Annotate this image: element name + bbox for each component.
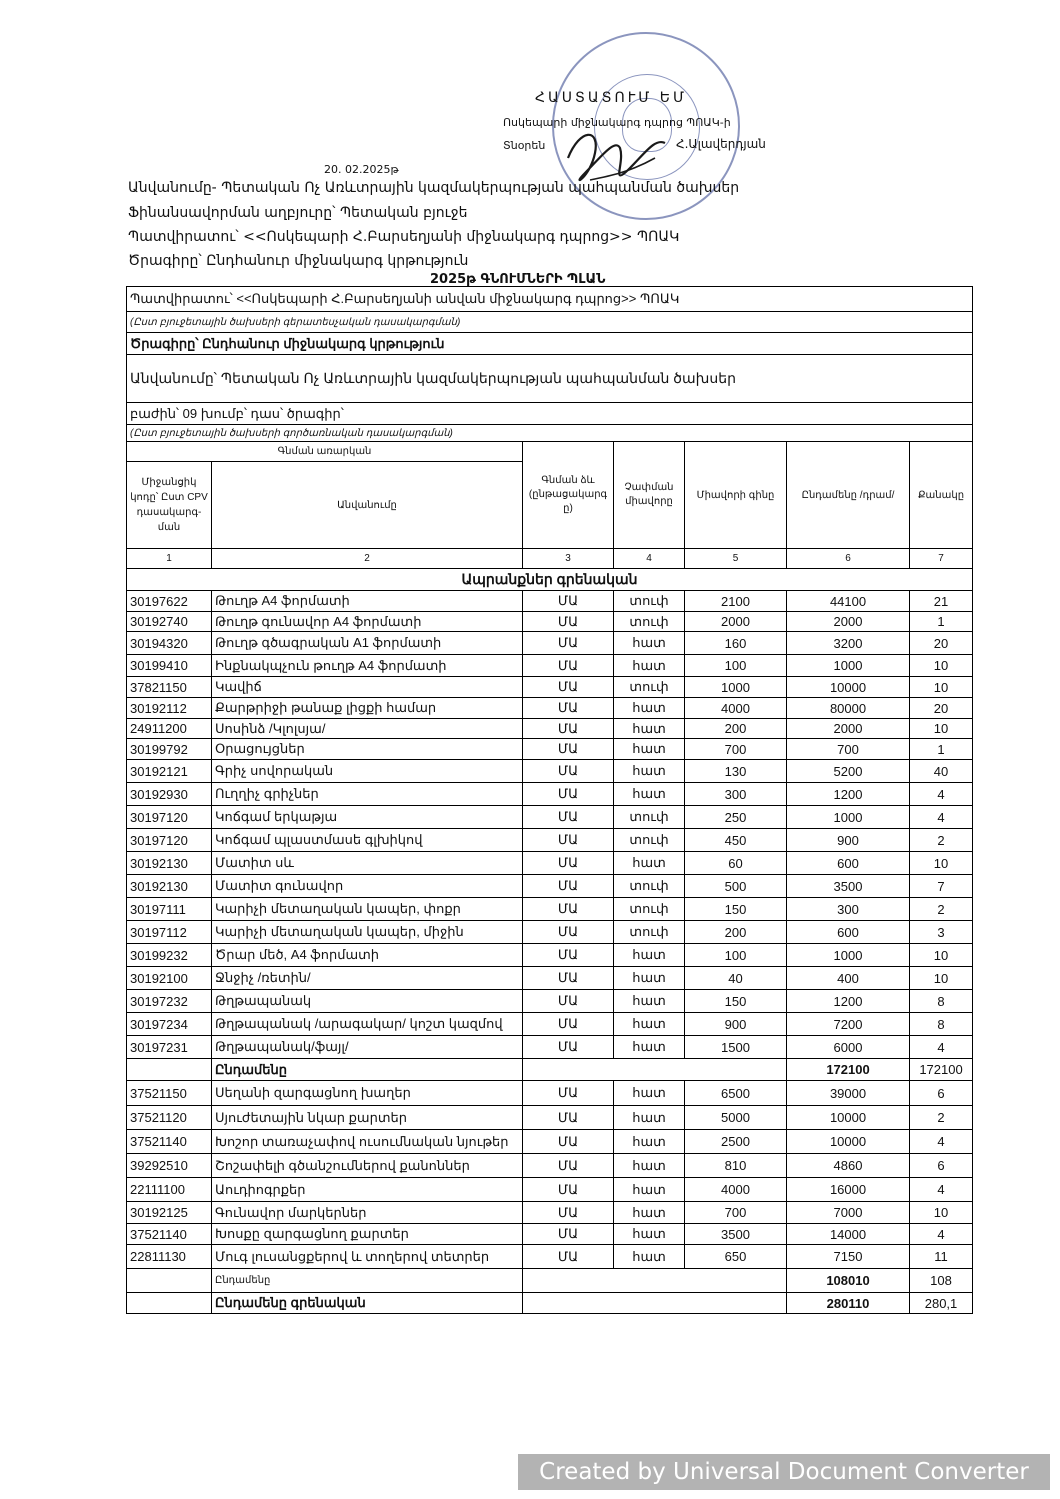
cell-qty: 11 — [910, 1245, 973, 1269]
cell-method: ՄԱ — [523, 1036, 614, 1059]
cell-name: Գունավոր մարկերներ — [212, 1202, 523, 1224]
cell-method: ՄԱ — [523, 1130, 614, 1154]
cell-code: 30197120 — [127, 829, 212, 852]
subtotal-a-total: 172100 — [787, 1059, 910, 1081]
cell-method: ՄԱ — [523, 1154, 614, 1178]
cell-method: ՄԱ — [523, 760, 614, 783]
cell-method: ՄԱ — [523, 1224, 614, 1245]
cell-code: 39292510 — [127, 1154, 212, 1178]
cell-unit: տուփ — [614, 875, 685, 898]
cell-price: 60 — [685, 852, 787, 875]
box-section: բաժին՝ 09 խումբ՝ դաս՝ ծրագիր՝ — [127, 403, 973, 425]
cell-price: 6500 — [685, 1081, 787, 1106]
cell-method: ՄԱ — [523, 655, 614, 677]
cell-price: 1000 — [685, 677, 787, 698]
cell-price: 4000 — [685, 1178, 787, 1202]
cell-price: 100 — [685, 655, 787, 677]
header-box — [126, 286, 973, 442]
cell-price: 40 — [685, 967, 787, 990]
cell-code: 30192130 — [127, 875, 212, 898]
cell-name: Գրիչ սովորական — [212, 760, 523, 783]
cell-code: 30197234 — [127, 1013, 212, 1036]
cell-price: 900 — [685, 1013, 787, 1036]
cell-code: 30197232 — [127, 990, 212, 1013]
cell-unit: տուփ — [614, 898, 685, 921]
table-row — [127, 875, 973, 898]
cell-method: ՄԱ — [523, 1081, 614, 1106]
cell-qty: 4 — [910, 806, 973, 829]
cell-qty: 2 — [910, 1106, 973, 1130]
table-row — [127, 806, 973, 829]
subtotal-b-total: 108010 — [787, 1269, 910, 1293]
table-row — [127, 1154, 973, 1178]
cell-code: 30192740 — [127, 612, 212, 632]
cell-method: ՄԱ — [523, 677, 614, 698]
cell-price: 100 — [685, 944, 787, 967]
cell-qty: 10 — [910, 1202, 973, 1224]
cell-unit: հատ — [614, 1245, 685, 1269]
cell-total: 44100 — [787, 591, 910, 612]
cell-method: ՄԱ — [523, 783, 614, 806]
grand-total-qty: 280,1 — [910, 1293, 973, 1314]
cell-code: 30197622 — [127, 591, 212, 612]
cell-code: 30192125 — [127, 1202, 212, 1224]
subtotal-a-label: Ընդամենը — [212, 1059, 523, 1081]
cell-qty: 20 — [910, 698, 973, 719]
cell-method: ՄԱ — [523, 944, 614, 967]
cell-method: ՄԱ — [523, 967, 614, 990]
cell-name: Թղթապանակ /արագակար/ կոշտ կազմով — [212, 1013, 523, 1036]
subtotal-b-qty: 108 — [910, 1269, 973, 1293]
cell-total: 3500 — [787, 875, 910, 898]
cell-name: Ուղղիչ գրիչներ — [212, 783, 523, 806]
meta-customer-line: Պատվիրատու՝ <<Ոսկեպարի Հ.Բարսեղյանի միջնակարգ դպրոց>> ՊՈԱԿ — [128, 229, 680, 245]
cell-name: Կարիչի մետաղական կապեր, միջին — [212, 921, 523, 944]
cell-code: 37521120 — [127, 1106, 212, 1130]
cell-total: 400 — [787, 967, 910, 990]
cell-price: 200 — [685, 719, 787, 739]
col-header-method: Գնման ձև (ընթացակարգ ը) — [523, 442, 614, 549]
cell-price: 250 — [685, 806, 787, 829]
cell-price: 700 — [685, 1202, 787, 1224]
cell-total: 900 — [787, 829, 910, 852]
cell-price: 450 — [685, 829, 787, 852]
table-row — [127, 739, 973, 760]
cell-code: 37821150 — [127, 677, 212, 698]
cell-name: Մատիտ գունավոր — [212, 875, 523, 898]
subtotal-b-empty — [127, 1269, 212, 1293]
cell-qty: 4 — [910, 1130, 973, 1154]
cell-method: ՄԱ — [523, 1202, 614, 1224]
subtotal-a-empty — [127, 1059, 212, 1081]
cell-qty: 10 — [910, 655, 973, 677]
table-row — [127, 760, 973, 783]
col-number: 2 — [212, 549, 523, 569]
cell-qty: 10 — [910, 967, 973, 990]
table-row — [127, 591, 973, 612]
cell-code: 30192121 — [127, 760, 212, 783]
cell-price: 810 — [685, 1154, 787, 1178]
cell-name: Մատիտ սև — [212, 852, 523, 875]
col-number: 5 — [685, 549, 787, 569]
cell-qty: 40 — [910, 760, 973, 783]
cell-code: 30199792 — [127, 739, 212, 760]
cell-total: 300 — [787, 898, 910, 921]
cell-total: 10000 — [787, 1130, 910, 1154]
cell-qty: 7 — [910, 875, 973, 898]
col-header-name: Անվանումը — [212, 462, 523, 549]
table-row — [127, 1081, 973, 1106]
meta-funding-line: Ֆինանսավորման աղբյուրը՝ Պետական բյուջե — [128, 205, 468, 221]
cell-code: 30194320 — [127, 632, 212, 655]
cell-qty: 10 — [910, 852, 973, 875]
table-row — [127, 898, 973, 921]
subtotal-b-spacer — [523, 1269, 787, 1293]
approval-org: Ոսկեպարի միջնակարգ դպրոց ՊՈԱԿ-ի — [503, 116, 731, 129]
approval-heading: ՀԱՍՏԱՏՈՒՄ ԵՄ — [535, 90, 688, 106]
subtotal-b-label: Ընդամենը — [212, 1269, 523, 1293]
cell-name: Կոճգամ պլաստմասե գլխիկով — [212, 829, 523, 852]
converter-watermark: Created by Universal Document Converter — [518, 1454, 1050, 1490]
grand-total-amount: 280110 — [787, 1293, 910, 1314]
box-name: Անվանումը՝ Պետական Ոչ Առևտրային կազմակերպության պահպանման ծախսեր — [127, 355, 973, 403]
cell-unit: հատ — [614, 783, 685, 806]
cell-total: 10000 — [787, 1106, 910, 1130]
cell-total: 1200 — [787, 990, 910, 1013]
cell-total: 1000 — [787, 944, 910, 967]
cell-name: Մուգ լուսանցքերով և տողերով տետրեր — [212, 1245, 523, 1269]
cell-total: 4860 — [787, 1154, 910, 1178]
cell-code: 30197120 — [127, 806, 212, 829]
cell-method: ՄԱ — [523, 852, 614, 875]
cell-name: Ինքնակպչուն թուղթ A4 ֆորմատի — [212, 655, 523, 677]
cell-qty: 6 — [910, 1081, 973, 1106]
cell-qty: 1 — [910, 739, 973, 760]
cell-unit: տուփ — [614, 677, 685, 698]
cell-total: 600 — [787, 852, 910, 875]
col-number: 3 — [523, 549, 614, 569]
table-row — [127, 1202, 973, 1224]
cell-unit: տուփ — [614, 829, 685, 852]
cell-price: 2500 — [685, 1130, 787, 1154]
box-note-functional: (Ըստ բյուջետային ծախսերի գործառնական դասակարգման) — [127, 425, 973, 442]
cell-unit: հատ — [614, 944, 685, 967]
cell-unit: հատ — [614, 760, 685, 783]
col-header-qty: Քանակը — [910, 442, 973, 549]
cell-name: Թղթապանակ/ֆայլ/ — [212, 1036, 523, 1059]
cell-unit: հատ — [614, 1130, 685, 1154]
cell-name: Ջնջիչ /ռետին/ — [212, 967, 523, 990]
cell-unit: տուփ — [614, 591, 685, 612]
cell-total: 2000 — [787, 719, 910, 739]
cell-price: 2100 — [685, 591, 787, 612]
grand-total-spacer — [523, 1293, 787, 1314]
cell-unit: հատ — [614, 1224, 685, 1245]
cell-method: ՄԱ — [523, 739, 614, 760]
cell-price: 500 — [685, 875, 787, 898]
cell-qty: 21 — [910, 591, 973, 612]
cell-name: Քարթրիջի թանաք լիցքի համար — [212, 698, 523, 719]
cell-code: 37521140 — [127, 1224, 212, 1245]
cell-total: 7000 — [787, 1202, 910, 1224]
cell-method: ՄԱ — [523, 612, 614, 632]
cell-name: Շոշափելի գծանշումներով քանոններ — [212, 1154, 523, 1178]
table-row — [127, 967, 973, 990]
cell-price: 5000 — [685, 1106, 787, 1130]
cell-unit: հատ — [614, 990, 685, 1013]
cell-unit: հատ — [614, 852, 685, 875]
cell-name: Թուղթ A4 ֆորմատի — [212, 591, 523, 612]
cell-qty: 2 — [910, 829, 973, 852]
cell-unit: տուփ — [614, 612, 685, 632]
cell-total: 16000 — [787, 1178, 910, 1202]
table-row — [127, 719, 973, 739]
table-row — [127, 921, 973, 944]
col-header-price: Միավորի գինը — [685, 442, 787, 549]
col-number: 7 — [910, 549, 973, 569]
section-title: Ապրանքներ գրենական — [127, 569, 973, 591]
table-row — [127, 632, 973, 655]
cell-total: 1000 — [787, 655, 910, 677]
cell-name: Սոսինձ /Կլոլսյա/ — [212, 719, 523, 739]
table-row — [127, 1130, 973, 1154]
section-a-rows — [127, 591, 973, 1059]
cell-qty: 20 — [910, 632, 973, 655]
col-header-unit: Չափման միավորը — [614, 442, 685, 549]
table-row — [127, 783, 973, 806]
cell-method: ՄԱ — [523, 719, 614, 739]
cell-price: 2000 — [685, 612, 787, 632]
cell-unit: տուփ — [614, 806, 685, 829]
cell-total: 600 — [787, 921, 910, 944]
section-b-rows — [127, 1081, 973, 1269]
cell-price: 650 — [685, 1245, 787, 1269]
cell-unit: հատ — [614, 1106, 685, 1130]
cell-method: ՄԱ — [523, 806, 614, 829]
cell-name: Թուղթ գունավոր A4 ֆորմատի — [212, 612, 523, 632]
cell-unit: հատ — [614, 655, 685, 677]
cell-total: 10000 — [787, 677, 910, 698]
cell-qty: 8 — [910, 990, 973, 1013]
col-group-header: Գնման առարկան — [127, 442, 523, 462]
cell-price: 1500 — [685, 1036, 787, 1059]
cell-code: 37521150 — [127, 1081, 212, 1106]
cell-qty: 1 — [910, 612, 973, 632]
cell-price: 4000 — [685, 698, 787, 719]
cell-total: 39000 — [787, 1081, 910, 1106]
cell-total: 1200 — [787, 783, 910, 806]
meta-program-line: Ծրագիրը՝ Ընդհանուր միջնակարգ կրթություն — [128, 253, 469, 269]
col-header-total: Ընդամենը /դրամ/ — [787, 442, 910, 549]
cell-name: Ծրար մեծ, A4 ֆորմատի — [212, 944, 523, 967]
table-row — [127, 655, 973, 677]
cell-qty: 2 — [910, 898, 973, 921]
cell-total: 700 — [787, 739, 910, 760]
cell-code: 30197112 — [127, 921, 212, 944]
cell-unit: հատ — [614, 1178, 685, 1202]
cell-method: ՄԱ — [523, 875, 614, 898]
cell-code: 30197111 — [127, 898, 212, 921]
cell-unit: հատ — [614, 698, 685, 719]
cell-qty: 6 — [910, 1154, 973, 1178]
cell-name: Կոճգամ երկաթյա — [212, 806, 523, 829]
cell-total: 5200 — [787, 760, 910, 783]
cell-method: ՄԱ — [523, 591, 614, 612]
cell-name: Խոշոր տառաչափով ուսումնական նյութեր — [212, 1130, 523, 1154]
cell-price: 3500 — [685, 1224, 787, 1245]
cell-method: ՄԱ — [523, 698, 614, 719]
cell-price: 700 — [685, 739, 787, 760]
cell-unit: հատ — [614, 1036, 685, 1059]
cell-unit: հատ — [614, 719, 685, 739]
cell-qty: 4 — [910, 1224, 973, 1245]
table-row — [127, 1106, 973, 1130]
cell-unit: հատ — [614, 1154, 685, 1178]
cell-code: 30192100 — [127, 967, 212, 990]
cell-qty: 10 — [910, 944, 973, 967]
table-row — [127, 1224, 973, 1245]
cell-total: 80000 — [787, 698, 910, 719]
col-number: 4 — [614, 549, 685, 569]
cell-unit: հատ — [614, 1081, 685, 1106]
cell-name: Թղթապանակ — [212, 990, 523, 1013]
table-row — [127, 1036, 973, 1059]
grand-total-label: Ընդամենը գրենական — [212, 1293, 523, 1314]
cell-name: Կարիչի մետաղական կապեր, փոքր — [212, 898, 523, 921]
cell-unit: տուփ — [614, 921, 685, 944]
cell-unit: հատ — [614, 1013, 685, 1036]
cell-name: Օրացույցներ — [212, 739, 523, 760]
cell-price: 300 — [685, 783, 787, 806]
table-row — [127, 612, 973, 632]
cell-qty: 4 — [910, 1036, 973, 1059]
cell-name: Թուղթ գծագրական A1 ֆորմատի — [212, 632, 523, 655]
document-date: 20. 02.2025թ — [324, 163, 399, 176]
box-note-departmental: (Ըստ բյուջետային ծախսերի գերատեսչական դասակարգման) — [127, 312, 973, 333]
cell-name: Կավիճ — [212, 677, 523, 698]
cell-qty: 4 — [910, 783, 973, 806]
box-program: Ծրագիրը՝ Ընդհանուր միջնակարգ կրթություն — [127, 333, 973, 355]
table-row — [127, 1013, 973, 1036]
subtotal-a-qty: 172100 — [910, 1059, 973, 1081]
cell-price: 160 — [685, 632, 787, 655]
cell-name: Սյուժետային նկար քարտեր — [212, 1106, 523, 1130]
cell-qty: 10 — [910, 719, 973, 739]
cell-total: 1000 — [787, 806, 910, 829]
table-row — [127, 990, 973, 1013]
cell-method: ՄԱ — [523, 1245, 614, 1269]
cell-method: ՄԱ — [523, 829, 614, 852]
cell-code: 22111100 — [127, 1178, 212, 1202]
table-row — [127, 677, 973, 698]
table-row — [127, 944, 973, 967]
cell-code: 37521140 — [127, 1130, 212, 1154]
cell-code: 30199232 — [127, 944, 212, 967]
cell-code: 30199410 — [127, 655, 212, 677]
cell-price: 130 — [685, 760, 787, 783]
table-row — [127, 1245, 973, 1269]
cell-method: ՄԱ — [523, 1178, 614, 1202]
cell-method: ՄԱ — [523, 1013, 614, 1036]
cell-name: Աուդիոգրքեր — [212, 1178, 523, 1202]
director-label: Տնօրեն — [503, 139, 546, 152]
director-name: Հ.Ալավերդյան — [676, 137, 766, 151]
cell-total: 7150 — [787, 1245, 910, 1269]
cell-method: ՄԱ — [523, 990, 614, 1013]
cell-price: 150 — [685, 898, 787, 921]
cell-qty: 4 — [910, 1178, 973, 1202]
cell-unit: հատ — [614, 967, 685, 990]
cell-unit: հատ — [614, 1202, 685, 1224]
table-row — [127, 829, 973, 852]
cell-code: 24911200 — [127, 719, 212, 739]
col-number: 6 — [787, 549, 910, 569]
cell-qty: 10 — [910, 677, 973, 698]
plan-title: 2025թ ԳՆՈՒՄՆԵՐԻ ՊԼԱՆ — [430, 272, 606, 287]
cell-total: 7200 — [787, 1013, 910, 1036]
cell-total: 3200 — [787, 632, 910, 655]
table-row — [127, 698, 973, 719]
cell-total: 2000 — [787, 612, 910, 632]
cell-qty: 8 — [910, 1013, 973, 1036]
box-customer: Պատվիրատու՝ <<Ոսկեպարի Հ.Բարսեղյանի անվան միջնակարգ դպրոց>> ՊՈԱԿ — [127, 287, 973, 312]
cell-method: ՄԱ — [523, 1106, 614, 1130]
cell-name: Սեղանի զարգացնող խաղեր — [212, 1081, 523, 1106]
cell-code: 30192930 — [127, 783, 212, 806]
cell-price: 150 — [685, 990, 787, 1013]
cell-code: 30192112 — [127, 698, 212, 719]
cell-name: Խոսքը զարգացնող քարտեր — [212, 1224, 523, 1245]
cell-price: 200 — [685, 921, 787, 944]
grand-total-empty — [127, 1293, 212, 1314]
cell-method: ՄԱ — [523, 632, 614, 655]
cell-code: 30197231 — [127, 1036, 212, 1059]
cell-code: 30192130 — [127, 852, 212, 875]
subtotal-a-spacer — [523, 1059, 787, 1081]
cell-total: 6000 — [787, 1036, 910, 1059]
cell-unit: հատ — [614, 739, 685, 760]
table-row — [127, 1178, 973, 1202]
cell-qty: 3 — [910, 921, 973, 944]
meta-name-line: Անվանումը- Պետական Ոչ Առևտրային կազմակերպության պահպանման ծախսեր — [128, 180, 740, 196]
cell-method: ՄԱ — [523, 921, 614, 944]
col-number: 1 — [127, 549, 212, 569]
cell-total: 14000 — [787, 1224, 910, 1245]
col-header-code: Միջանցիկ կոդը՝ Ըստ CPV դասակարգ- ման — [127, 462, 212, 549]
cell-code: 22811130 — [127, 1245, 212, 1269]
cell-unit: հատ — [614, 632, 685, 655]
procurement-table — [126, 441, 973, 1314]
cell-method: ՄԱ — [523, 898, 614, 921]
table-row — [127, 852, 973, 875]
